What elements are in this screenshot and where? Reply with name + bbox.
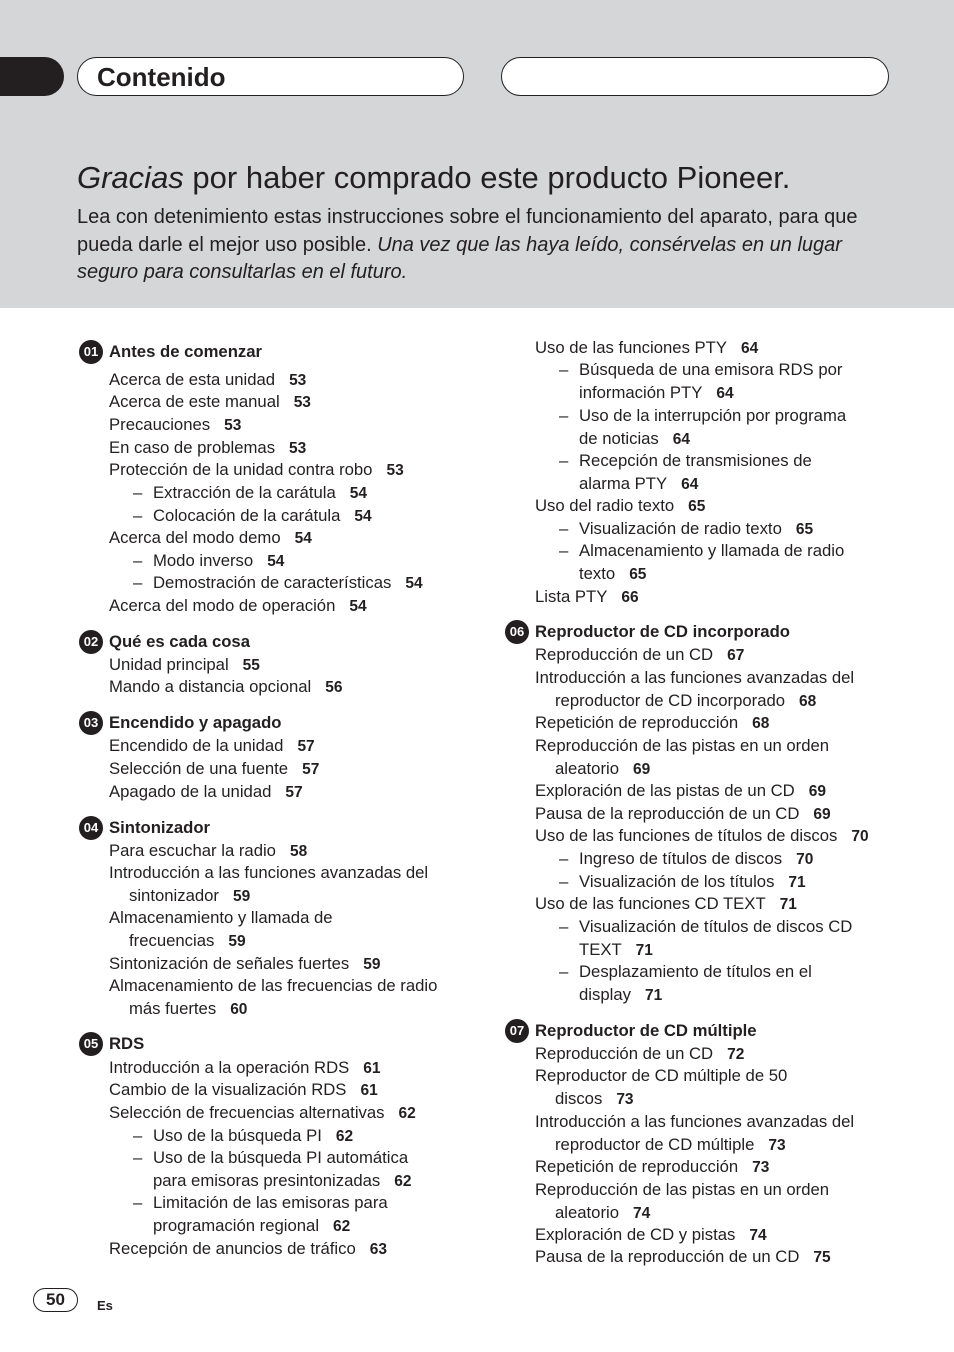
toc-entry-title: Colocación de la carátula bbox=[153, 506, 341, 525]
list-dash: – bbox=[133, 1126, 143, 1145]
toc-page-number: 57 bbox=[297, 738, 315, 755]
chapter-title: Antes de comenzar bbox=[109, 342, 263, 361]
toc-page-number: 58 bbox=[289, 843, 308, 860]
toc-entry-title: Apagado de la unidad bbox=[109, 782, 272, 801]
toc-entry-title: Reproducción de las pistas en un orden bbox=[535, 1180, 830, 1199]
toc-entry-title: Reproducción de las pistas en un orden bbox=[535, 736, 830, 755]
language-code: Es bbox=[97, 1298, 113, 1313]
intro-paragraph bbox=[77, 204, 897, 287]
toc-entry-continuation[interactable] bbox=[579, 428, 690, 452]
toc-entry-title: Almacenamiento y llamada de radio bbox=[579, 541, 845, 560]
toc-entry-title: Sintonización de señales fuertes bbox=[109, 954, 350, 973]
toc-page-number: 53 bbox=[386, 462, 404, 479]
toc-entry[interactable] bbox=[559, 916, 852, 939]
toc-page-number: 64 bbox=[672, 430, 691, 448]
toc-entry[interactable] bbox=[535, 1179, 829, 1202]
toc-entry[interactable] bbox=[133, 1147, 408, 1170]
toc-entry[interactable] bbox=[109, 735, 315, 759]
toc-page-number: 74 bbox=[633, 1204, 651, 1222]
toc-entry-title: Visualización de los títulos bbox=[579, 872, 775, 891]
toc-entry-continuation[interactable] bbox=[153, 1170, 412, 1194]
toc-page-number: 53 bbox=[224, 417, 242, 434]
list-dash: – bbox=[133, 1193, 143, 1212]
toc-page-number: 71 bbox=[779, 896, 797, 913]
toc-entry-title-cont: display bbox=[579, 984, 631, 1004]
toc-entry[interactable] bbox=[109, 527, 312, 551]
toc-page-number: 54 bbox=[349, 598, 367, 615]
toc-entry-title: Para escuchar la radio bbox=[109, 841, 276, 860]
toc-entry-title: Modo inverso bbox=[153, 551, 254, 570]
toc-page-number: 62 bbox=[333, 1217, 351, 1235]
toc-entry[interactable] bbox=[109, 975, 437, 998]
toc-entry-title: Recepción de anuncios de tráfico bbox=[109, 1239, 356, 1258]
chapter-title: Encendido y apagado bbox=[109, 713, 282, 732]
chapter-number-badge: 07 bbox=[505, 1019, 529, 1043]
toc-entry-title: Reproductor de CD múltiple de 50 bbox=[535, 1066, 788, 1085]
toc-entry-continuation[interactable] bbox=[153, 1215, 350, 1239]
toc-entry[interactable] bbox=[535, 735, 829, 758]
toc-entry[interactable] bbox=[535, 667, 854, 690]
toc-page-number: 74 bbox=[749, 1227, 767, 1244]
toc-page-number: 72 bbox=[727, 1046, 745, 1063]
chapter-title: Reproductor de CD múltiple bbox=[535, 1021, 757, 1040]
headline bbox=[77, 158, 790, 198]
toc-entry-continuation[interactable] bbox=[579, 382, 734, 406]
toc-page-number: 53 bbox=[289, 440, 307, 457]
toc-page-number: 61 bbox=[360, 1082, 378, 1099]
toc-entry-title-cont: reproductor de CD múltiple bbox=[555, 1134, 755, 1154]
toc-entry-title: Lista PTY bbox=[535, 587, 608, 606]
toc-entry-title: Introducción a las funciones avanzadas del bbox=[535, 1112, 855, 1131]
toc-entry[interactable] bbox=[559, 848, 813, 872]
toc-entry[interactable] bbox=[535, 644, 744, 668]
toc-entry-continuation[interactable] bbox=[579, 563, 646, 587]
toc-entry[interactable] bbox=[109, 414, 241, 438]
chapter-number-badge: 05 bbox=[79, 1032, 103, 1056]
toc-page-number: 62 bbox=[394, 1172, 412, 1190]
headline-italic: Gracias bbox=[77, 160, 184, 195]
toc-entry[interactable] bbox=[109, 676, 343, 700]
toc-entry[interactable] bbox=[535, 1111, 854, 1134]
toc-entry-continuation[interactable] bbox=[579, 984, 662, 1008]
toc-entry-title: Pausa de la reproducción de un CD bbox=[535, 1247, 800, 1266]
toc-entry-title: Introducción a las funciones avanzadas del bbox=[109, 863, 429, 882]
toc-entry[interactable] bbox=[535, 803, 831, 827]
toc-entry-title: Uso de las funciones PTY bbox=[535, 338, 728, 357]
toc-page-number: 54 bbox=[405, 575, 423, 592]
toc-entry[interactable] bbox=[109, 781, 303, 805]
list-dash: – bbox=[559, 519, 569, 538]
toc-entry-title: Visualización de radio texto bbox=[579, 519, 782, 538]
toc-page-number: 57 bbox=[285, 784, 303, 801]
toc-entry-title: Cambio de la visualización RDS bbox=[109, 1080, 347, 1099]
toc-page-number: 59 bbox=[363, 956, 381, 973]
list-dash: – bbox=[133, 1148, 143, 1167]
toc-entry[interactable] bbox=[109, 1057, 381, 1081]
toc-entry-title: Protección de la unidad contra robo bbox=[109, 460, 373, 479]
toc-entry-title: Uso de la búsqueda PI bbox=[153, 1126, 322, 1145]
toc-entry[interactable] bbox=[109, 369, 306, 393]
toc-entry[interactable] bbox=[535, 1156, 769, 1180]
toc-entry-title-cont: de noticias bbox=[579, 428, 659, 448]
toc-page-number: 69 bbox=[808, 783, 826, 800]
toc-entry-continuation[interactable] bbox=[129, 998, 247, 1022]
chapter-number-badge: 03 bbox=[79, 711, 103, 735]
list-dash: – bbox=[559, 541, 569, 560]
toc-entry[interactable] bbox=[133, 505, 372, 529]
toc-entry-title: Exploración de CD y pistas bbox=[535, 1225, 736, 1244]
toc-entry-continuation[interactable] bbox=[579, 939, 653, 963]
toc-entry[interactable] bbox=[559, 518, 813, 542]
toc-entry[interactable] bbox=[535, 1065, 787, 1088]
toc-entry[interactable] bbox=[109, 437, 306, 461]
toc-entry[interactable] bbox=[535, 893, 797, 917]
toc-page-number: 57 bbox=[302, 761, 320, 778]
intro-regular: Lea con detenimiento estas instrucciones sobre el funcionamiento del aparato, para que pueda darle el mejor uso posible. bbox=[77, 206, 858, 256]
toc-entry[interactable] bbox=[535, 495, 705, 519]
toc-entry-title: Repetición de reproducción bbox=[535, 1157, 739, 1176]
toc-page-number: 60 bbox=[230, 1000, 248, 1018]
list-dash: – bbox=[559, 962, 569, 981]
toc-page-number: 71 bbox=[788, 874, 806, 891]
toc-entry[interactable] bbox=[109, 862, 428, 885]
toc-page-number: 70 bbox=[851, 828, 869, 845]
toc-entry[interactable] bbox=[535, 825, 869, 849]
toc-page-number: 64 bbox=[741, 340, 759, 357]
toc-entry-continuation[interactable] bbox=[555, 1134, 786, 1158]
toc-entry-title: Introducción a las funciones avanzadas del bbox=[535, 668, 855, 687]
toc-page-number: 73 bbox=[768, 1136, 786, 1154]
toc-entry[interactable] bbox=[535, 1224, 767, 1248]
toc-entry[interactable] bbox=[109, 840, 307, 864]
toc-entry-title: Pausa de la reproducción de un CD bbox=[535, 804, 800, 823]
toc-entry-title-cont: TEXT bbox=[579, 939, 622, 959]
toc-entry-continuation[interactable] bbox=[555, 690, 816, 714]
toc-entry-title: Uso de las funciones CD TEXT bbox=[535, 894, 766, 913]
toc-entry[interactable] bbox=[109, 391, 311, 415]
toc-entry[interactable] bbox=[133, 572, 423, 596]
empty-title-frame bbox=[501, 57, 889, 96]
list-dash: – bbox=[133, 551, 143, 570]
toc-page-number: 70 bbox=[796, 851, 814, 868]
toc-entry-title: Selección de frecuencias alternativas bbox=[109, 1103, 385, 1122]
toc-entry-title: Ingreso de títulos de discos bbox=[579, 849, 783, 868]
toc-page-number: 54 bbox=[354, 508, 372, 525]
toc-page-number: 68 bbox=[799, 692, 817, 710]
toc-entry-title: Mando a distancia opcional bbox=[109, 677, 312, 696]
toc-entry-title: Almacenamiento y llamada de bbox=[109, 908, 333, 927]
toc-page-number: 73 bbox=[616, 1090, 634, 1108]
toc-entry[interactable] bbox=[109, 758, 319, 782]
chapter-title: Reproductor de CD incorporado bbox=[535, 622, 790, 641]
chapter-number-badge: 04 bbox=[79, 816, 103, 840]
toc-entry[interactable] bbox=[535, 780, 826, 804]
toc-entry-title: Limitación de las emisoras para bbox=[153, 1193, 388, 1212]
toc-entry[interactable] bbox=[559, 540, 844, 563]
toc-entry[interactable] bbox=[559, 871, 806, 895]
page-number: 50 bbox=[33, 1288, 78, 1312]
toc-entry-title: En caso de problemas bbox=[109, 438, 276, 457]
headline-rest: por haber comprado este producto Pioneer. bbox=[183, 160, 791, 195]
toc-entry-title: Exploración de las pistas de un CD bbox=[535, 781, 795, 800]
toc-entry-title-cont: aleatorio bbox=[555, 758, 620, 778]
toc-entry-continuation[interactable] bbox=[579, 473, 698, 497]
list-dash: – bbox=[559, 406, 569, 425]
toc-entry-title: Demostración de características bbox=[153, 573, 392, 592]
toc-entry-title: Encendido de la unidad bbox=[109, 736, 284, 755]
toc-entry-title: Uso de las funciones de títulos de discos bbox=[535, 826, 838, 845]
toc-page-number: 63 bbox=[369, 1241, 388, 1258]
toc-entry[interactable] bbox=[535, 337, 758, 361]
toc-page-number: 62 bbox=[398, 1105, 416, 1122]
toc-entry-title: Uso del radio texto bbox=[535, 496, 675, 515]
toc-entry[interactable] bbox=[559, 405, 846, 428]
toc-entry-title-cont: aleatorio bbox=[555, 1202, 620, 1222]
toc-entry-title-cont: programación regional bbox=[153, 1215, 320, 1235]
toc-page-number: 59 bbox=[228, 932, 246, 950]
toc-entry-title: Uso de la interrupción por programa bbox=[579, 406, 847, 425]
list-dash: – bbox=[559, 360, 569, 379]
toc-page-number: 53 bbox=[289, 372, 307, 389]
toc-entry[interactable] bbox=[559, 359, 842, 382]
toc-page-number: 64 bbox=[681, 475, 699, 493]
toc-entry[interactable] bbox=[535, 712, 769, 736]
chapter-title: RDS bbox=[109, 1034, 145, 1053]
list-dash: – bbox=[559, 917, 569, 936]
list-dash: – bbox=[559, 451, 569, 470]
toc-page-number: 69 bbox=[813, 806, 831, 823]
toc-entry-continuation[interactable] bbox=[555, 1088, 634, 1112]
toc-page-number: 65 bbox=[795, 521, 814, 538]
toc-entry-title: Recepción de transmisiones de bbox=[579, 451, 812, 470]
toc-entry-title: Visualización de títulos de discos CD bbox=[579, 917, 853, 936]
toc-entry-title-cont: información PTY bbox=[579, 382, 703, 402]
toc-entry[interactable] bbox=[109, 953, 381, 977]
list-dash: – bbox=[133, 573, 143, 592]
toc-entry[interactable] bbox=[109, 459, 404, 483]
toc-entry[interactable] bbox=[559, 450, 812, 473]
chapter-number-badge: 01 bbox=[79, 340, 103, 364]
toc-entry-title: Búsqueda de una emisora RDS por bbox=[579, 360, 843, 379]
toc-entry-title-cont: frecuencias bbox=[129, 930, 215, 950]
toc-entry[interactable] bbox=[133, 1125, 353, 1149]
toc-entry[interactable] bbox=[133, 550, 284, 574]
toc-page-number: 54 bbox=[294, 530, 312, 547]
toc-entry-title: Desplazamiento de títulos en el bbox=[579, 962, 812, 981]
toc-page-number: 75 bbox=[813, 1249, 831, 1266]
section-tab-marker bbox=[0, 57, 64, 96]
toc-entry[interactable] bbox=[109, 1238, 387, 1262]
toc-entry-title-cont: alarma PTY bbox=[579, 473, 668, 493]
toc-entry-title: Reproducción de un CD bbox=[535, 1044, 714, 1063]
section-title: Contenido bbox=[97, 62, 226, 92]
toc-entry-title: Acerca del modo demo bbox=[109, 528, 281, 547]
toc-entry[interactable] bbox=[133, 1192, 388, 1215]
toc-entry-continuation[interactable] bbox=[129, 930, 246, 954]
toc-entry-title-cont: para emisoras presintonizadas bbox=[153, 1170, 381, 1190]
toc-page-number: 61 bbox=[363, 1060, 381, 1077]
intro-italic: Una vez que las haya leído, consérvelas en un lugar seguro para consultarlas en el futuro. bbox=[77, 233, 842, 283]
toc-entry-title-cont: más fuertes bbox=[129, 998, 217, 1018]
list-dash: – bbox=[133, 483, 143, 502]
toc-entry-title-cont: texto bbox=[579, 563, 616, 583]
toc-entry-title: Uso de la búsqueda PI automática bbox=[153, 1148, 409, 1167]
toc-page-number: 56 bbox=[325, 679, 343, 696]
toc-page-number: 65 bbox=[688, 498, 706, 515]
toc-entry-title: Introducción a la operación RDS bbox=[109, 1058, 350, 1077]
toc-entry-title-cont: discos bbox=[555, 1088, 603, 1108]
list-dash: – bbox=[133, 506, 143, 525]
toc-page-number: 59 bbox=[232, 887, 251, 905]
toc-entry-title: Unidad principal bbox=[109, 655, 229, 674]
toc-entry[interactable] bbox=[535, 1246, 831, 1270]
toc-entry-title: Selección de una fuente bbox=[109, 759, 289, 778]
toc-entry-continuation[interactable] bbox=[555, 1202, 650, 1226]
toc-page-number: 71 bbox=[644, 986, 663, 1004]
toc-page-number: 67 bbox=[727, 647, 745, 664]
toc-page-number: 65 bbox=[629, 565, 647, 583]
chapter-title: Sintonizador bbox=[109, 818, 211, 837]
toc-entry-title: Acerca de esta unidad bbox=[109, 370, 276, 389]
chapter-number-badge: 06 bbox=[505, 620, 529, 644]
toc-entry[interactable] bbox=[559, 961, 812, 984]
toc-entry[interactable] bbox=[109, 654, 260, 678]
toc-page-number: 71 bbox=[635, 941, 653, 959]
toc-entry-title: Acerca del modo de operación bbox=[109, 596, 336, 615]
toc-entry-title-cont: reproductor de CD incorporado bbox=[555, 690, 786, 710]
toc-page-number: 64 bbox=[716, 384, 734, 402]
chapter-title: Qué es cada cosa bbox=[109, 632, 250, 651]
toc-page-number: 69 bbox=[633, 760, 651, 778]
toc-entry-title: Reproducción de un CD bbox=[535, 645, 714, 664]
list-dash: – bbox=[559, 872, 569, 891]
toc-entry-title: Precauciones bbox=[109, 415, 211, 434]
toc-entry[interactable] bbox=[535, 586, 639, 610]
toc-page-number: 66 bbox=[621, 589, 639, 606]
toc-entry[interactable] bbox=[109, 1079, 378, 1103]
toc-entry[interactable] bbox=[133, 482, 367, 506]
toc-entry-title: Repetición de reproducción bbox=[535, 713, 739, 732]
toc-page-number: 73 bbox=[752, 1159, 770, 1176]
toc-page-number: 53 bbox=[293, 394, 311, 411]
chapter-number-badge: 02 bbox=[79, 630, 103, 654]
toc-entry[interactable] bbox=[109, 595, 367, 619]
toc-entry[interactable] bbox=[109, 907, 333, 930]
toc-entry-continuation[interactable] bbox=[129, 885, 250, 909]
toc-entry[interactable] bbox=[535, 1043, 744, 1067]
toc-page-number: 54 bbox=[267, 553, 285, 570]
toc-page-number: 62 bbox=[335, 1128, 354, 1145]
toc-entry-title-cont: sintonizador bbox=[129, 885, 219, 905]
toc-entry-title: Almacenamiento de las frecuencias de radio bbox=[109, 976, 438, 995]
toc-entry-continuation[interactable] bbox=[555, 758, 650, 782]
list-dash: – bbox=[559, 849, 569, 868]
toc-entry-title: Acerca de este manual bbox=[109, 392, 280, 411]
toc-page-number: 68 bbox=[752, 715, 770, 732]
toc-page-number: 55 bbox=[242, 657, 260, 674]
toc-entry[interactable] bbox=[109, 1102, 416, 1126]
toc-page-number: 54 bbox=[349, 485, 367, 502]
toc-entry-title: Extracción de la carátula bbox=[153, 483, 336, 502]
